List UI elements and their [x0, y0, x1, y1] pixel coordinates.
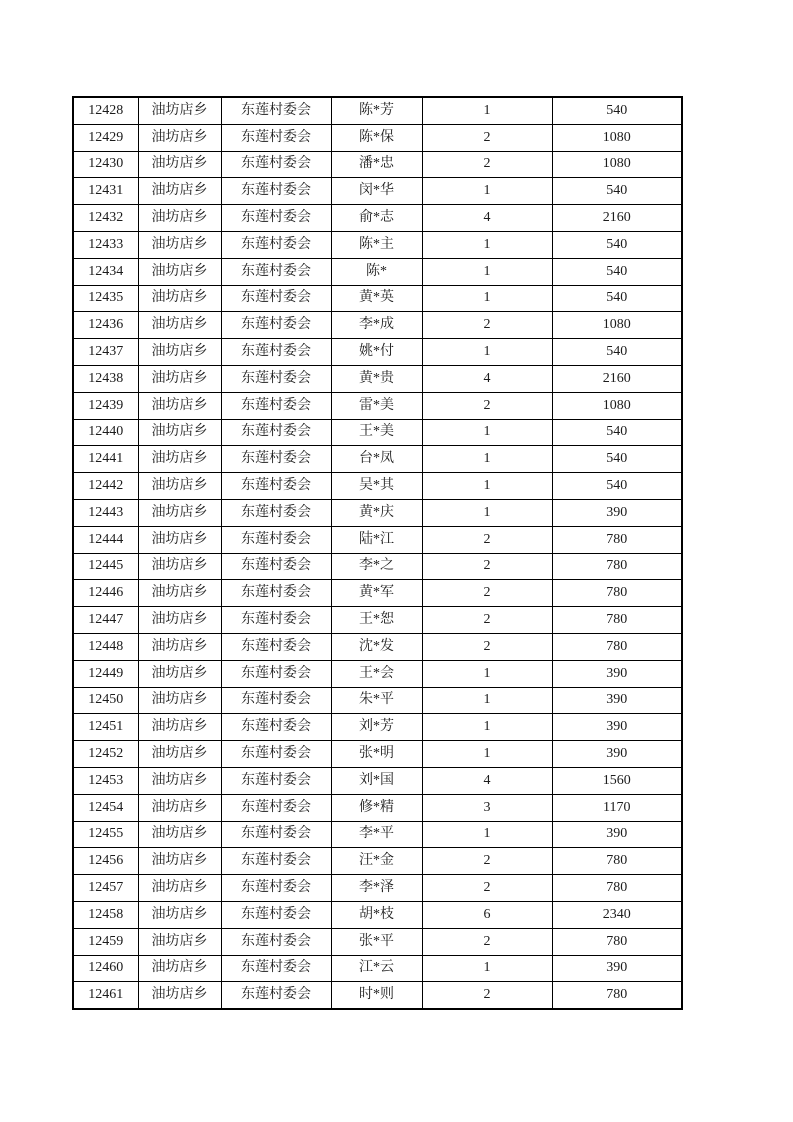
cell-name: 陈*主 [331, 231, 422, 258]
cell-id: 12435 [73, 285, 138, 312]
cell-count: 4 [422, 767, 552, 794]
cell-name: 李*泽 [331, 875, 422, 902]
cell-township: 油坊店乡 [138, 928, 221, 955]
cell-name: 陈*芳 [331, 97, 422, 124]
table-row [73, 580, 682, 607]
cell-village: 东莲村委会 [221, 714, 331, 741]
cell-village: 东莲村委会 [221, 633, 331, 660]
table-row [73, 285, 682, 312]
cell-township: 油坊店乡 [138, 124, 221, 151]
cell-name: 汪*金 [331, 848, 422, 875]
cell-township: 油坊店乡 [138, 97, 221, 124]
table-row [73, 607, 682, 634]
table-row [73, 714, 682, 741]
cell-township: 油坊店乡 [138, 285, 221, 312]
cell-id: 12447 [73, 607, 138, 634]
cell-township: 油坊店乡 [138, 419, 221, 446]
cell-name: 姚*付 [331, 339, 422, 366]
table-row [73, 392, 682, 419]
cell-amount: 540 [552, 446, 682, 473]
cell-id: 12451 [73, 714, 138, 741]
cell-name: 俞*志 [331, 205, 422, 232]
cell-amount: 540 [552, 285, 682, 312]
table-row [73, 231, 682, 258]
cell-name: 李*成 [331, 312, 422, 339]
cell-township: 油坊店乡 [138, 875, 221, 902]
cell-count: 1 [422, 821, 552, 848]
cell-township: 油坊店乡 [138, 687, 221, 714]
table-row [73, 499, 682, 526]
cell-count: 1 [422, 955, 552, 982]
cell-count: 2 [422, 633, 552, 660]
table-row [73, 124, 682, 151]
cell-village: 东莲村委会 [221, 258, 331, 285]
cell-count: 1 [422, 714, 552, 741]
cell-id: 12438 [73, 365, 138, 392]
table-row [73, 875, 682, 902]
table-row [73, 151, 682, 178]
cell-id: 12448 [73, 633, 138, 660]
cell-count: 2 [422, 312, 552, 339]
cell-village: 东莲村委会 [221, 312, 331, 339]
cell-count: 2 [422, 982, 552, 1009]
cell-count: 2 [422, 875, 552, 902]
cell-amount: 540 [552, 258, 682, 285]
cell-village: 东莲村委会 [221, 473, 331, 500]
cell-count: 4 [422, 365, 552, 392]
cell-village: 东莲村委会 [221, 607, 331, 634]
cell-amount: 2160 [552, 365, 682, 392]
cell-village: 东莲村委会 [221, 687, 331, 714]
table-row [73, 365, 682, 392]
cell-township: 油坊店乡 [138, 982, 221, 1009]
cell-id: 12433 [73, 231, 138, 258]
cell-count: 2 [422, 553, 552, 580]
cell-count: 2 [422, 124, 552, 151]
cell-name: 李*平 [331, 821, 422, 848]
cell-village: 东莲村委会 [221, 901, 331, 928]
cell-name: 潘*忠 [331, 151, 422, 178]
cell-id: 12444 [73, 526, 138, 553]
cell-amount: 540 [552, 419, 682, 446]
table-row [73, 901, 682, 928]
cell-id: 12439 [73, 392, 138, 419]
table-row [73, 258, 682, 285]
cell-count: 1 [422, 258, 552, 285]
cell-village: 东莲村委会 [221, 446, 331, 473]
cell-count: 3 [422, 794, 552, 821]
cell-id: 12455 [73, 821, 138, 848]
cell-township: 油坊店乡 [138, 392, 221, 419]
table-row [73, 767, 682, 794]
cell-village: 东莲村委会 [221, 231, 331, 258]
cell-id: 12446 [73, 580, 138, 607]
cell-count: 2 [422, 151, 552, 178]
cell-township: 油坊店乡 [138, 660, 221, 687]
cell-township: 油坊店乡 [138, 178, 221, 205]
cell-id: 12440 [73, 419, 138, 446]
cell-amount: 390 [552, 687, 682, 714]
table-row [73, 419, 682, 446]
table-row [73, 928, 682, 955]
cell-name: 沈*发 [331, 633, 422, 660]
cell-township: 油坊店乡 [138, 714, 221, 741]
cell-village: 东莲村委会 [221, 848, 331, 875]
cell-name: 时*则 [331, 982, 422, 1009]
cell-amount: 780 [552, 526, 682, 553]
cell-township: 油坊店乡 [138, 526, 221, 553]
cell-amount: 540 [552, 231, 682, 258]
cell-village: 东莲村委会 [221, 151, 331, 178]
cell-village: 东莲村委会 [221, 928, 331, 955]
cell-count: 1 [422, 419, 552, 446]
cell-township: 油坊店乡 [138, 794, 221, 821]
cell-village: 东莲村委会 [221, 392, 331, 419]
cell-amount: 780 [552, 633, 682, 660]
cell-village: 东莲村委会 [221, 741, 331, 768]
cell-amount: 540 [552, 97, 682, 124]
cell-township: 油坊店乡 [138, 741, 221, 768]
table-row [73, 848, 682, 875]
cell-township: 油坊店乡 [138, 339, 221, 366]
cell-township: 油坊店乡 [138, 365, 221, 392]
cell-name: 黄*英 [331, 285, 422, 312]
table-row [73, 687, 682, 714]
cell-id: 12457 [73, 875, 138, 902]
cell-township: 油坊店乡 [138, 955, 221, 982]
cell-id: 12454 [73, 794, 138, 821]
cell-village: 东莲村委会 [221, 205, 331, 232]
cell-township: 油坊店乡 [138, 901, 221, 928]
table-row [73, 955, 682, 982]
table-row [73, 446, 682, 473]
cell-name: 江*云 [331, 955, 422, 982]
cell-id: 12430 [73, 151, 138, 178]
cell-village: 东莲村委会 [221, 553, 331, 580]
cell-village: 东莲村委会 [221, 982, 331, 1009]
cell-count: 1 [422, 741, 552, 768]
cell-count: 1 [422, 231, 552, 258]
cell-name: 黄*贵 [331, 365, 422, 392]
cell-village: 东莲村委会 [221, 285, 331, 312]
cell-township: 油坊店乡 [138, 499, 221, 526]
cell-township: 油坊店乡 [138, 580, 221, 607]
table-row [73, 741, 682, 768]
cell-id: 12429 [73, 124, 138, 151]
cell-name: 刘*芳 [331, 714, 422, 741]
cell-name: 黄*庆 [331, 499, 422, 526]
cell-name: 闵*华 [331, 178, 422, 205]
cell-name: 张*明 [331, 741, 422, 768]
cell-village: 东莲村委会 [221, 339, 331, 366]
cell-amount: 1080 [552, 151, 682, 178]
cell-count: 1 [422, 178, 552, 205]
cell-township: 油坊店乡 [138, 151, 221, 178]
cell-amount: 780 [552, 553, 682, 580]
cell-township: 油坊店乡 [138, 767, 221, 794]
cell-village: 东莲村委会 [221, 580, 331, 607]
cell-id: 12443 [73, 499, 138, 526]
cell-township: 油坊店乡 [138, 205, 221, 232]
table-row [73, 794, 682, 821]
cell-township: 油坊店乡 [138, 312, 221, 339]
cell-count: 1 [422, 499, 552, 526]
cell-amount: 390 [552, 821, 682, 848]
cell-amount: 390 [552, 741, 682, 768]
cell-id: 12428 [73, 97, 138, 124]
cell-village: 东莲村委会 [221, 97, 331, 124]
cell-amount: 780 [552, 928, 682, 955]
cell-amount: 390 [552, 714, 682, 741]
cell-village: 东莲村委会 [221, 794, 331, 821]
cell-amount: 1080 [552, 312, 682, 339]
cell-amount: 1560 [552, 767, 682, 794]
cell-id: 12431 [73, 178, 138, 205]
cell-name: 王*会 [331, 660, 422, 687]
cell-name: 王*美 [331, 419, 422, 446]
table-row [73, 633, 682, 660]
cell-count: 1 [422, 687, 552, 714]
table-row [73, 526, 682, 553]
cell-count: 1 [422, 473, 552, 500]
cell-id: 12434 [73, 258, 138, 285]
cell-name: 王*恕 [331, 607, 422, 634]
cell-name: 吴*其 [331, 473, 422, 500]
cell-township: 油坊店乡 [138, 446, 221, 473]
cell-township: 油坊店乡 [138, 821, 221, 848]
cell-count: 1 [422, 97, 552, 124]
cell-village: 东莲村委会 [221, 365, 331, 392]
cell-amount: 1080 [552, 124, 682, 151]
cell-id: 12461 [73, 982, 138, 1009]
cell-township: 油坊店乡 [138, 231, 221, 258]
cell-village: 东莲村委会 [221, 499, 331, 526]
cell-village: 东莲村委会 [221, 875, 331, 902]
cell-amount: 540 [552, 178, 682, 205]
cell-count: 1 [422, 339, 552, 366]
table-row [73, 660, 682, 687]
cell-name: 陆*江 [331, 526, 422, 553]
cell-count: 6 [422, 901, 552, 928]
cell-id: 12450 [73, 687, 138, 714]
cell-township: 油坊店乡 [138, 848, 221, 875]
cell-amount: 780 [552, 607, 682, 634]
table-row [73, 473, 682, 500]
cell-village: 东莲村委会 [221, 419, 331, 446]
cell-village: 东莲村委会 [221, 124, 331, 151]
table-row [73, 205, 682, 232]
cell-count: 2 [422, 928, 552, 955]
cell-name: 修*精 [331, 794, 422, 821]
cell-township: 油坊店乡 [138, 633, 221, 660]
cell-name: 陈*保 [331, 124, 422, 151]
cell-id: 12436 [73, 312, 138, 339]
cell-count: 1 [422, 446, 552, 473]
cell-id: 12459 [73, 928, 138, 955]
cell-count: 4 [422, 205, 552, 232]
cell-amount: 2160 [552, 205, 682, 232]
cell-amount: 2340 [552, 901, 682, 928]
cell-amount: 390 [552, 955, 682, 982]
cell-village: 东莲村委会 [221, 767, 331, 794]
cell-township: 油坊店乡 [138, 473, 221, 500]
cell-village: 东莲村委会 [221, 526, 331, 553]
cell-count: 2 [422, 607, 552, 634]
table-row [73, 339, 682, 366]
cell-amount: 1170 [552, 794, 682, 821]
cell-name: 黄*军 [331, 580, 422, 607]
cell-amount: 780 [552, 875, 682, 902]
cell-id: 12458 [73, 901, 138, 928]
cell-name: 刘*国 [331, 767, 422, 794]
subsidy-table [72, 96, 683, 1010]
cell-amount: 780 [552, 580, 682, 607]
cell-amount: 540 [552, 473, 682, 500]
cell-count: 2 [422, 580, 552, 607]
table-row [73, 821, 682, 848]
table-row [73, 312, 682, 339]
cell-amount: 1080 [552, 392, 682, 419]
cell-id: 12445 [73, 553, 138, 580]
cell-name: 胡*枝 [331, 901, 422, 928]
cell-name: 台*凤 [331, 446, 422, 473]
cell-name: 朱*平 [331, 687, 422, 714]
cell-amount: 780 [552, 848, 682, 875]
cell-count: 2 [422, 848, 552, 875]
cell-count: 1 [422, 285, 552, 312]
cell-amount: 780 [552, 982, 682, 1009]
cell-village: 东莲村委会 [221, 660, 331, 687]
cell-id: 12437 [73, 339, 138, 366]
cell-name: 李*之 [331, 553, 422, 580]
cell-count: 1 [422, 660, 552, 687]
cell-township: 油坊店乡 [138, 553, 221, 580]
cell-village: 东莲村委会 [221, 955, 331, 982]
cell-id: 12441 [73, 446, 138, 473]
cell-id: 12442 [73, 473, 138, 500]
cell-count: 2 [422, 392, 552, 419]
table-row [73, 178, 682, 205]
table-body [73, 97, 682, 1009]
cell-id: 12452 [73, 741, 138, 768]
cell-id: 12460 [73, 955, 138, 982]
cell-name: 张*平 [331, 928, 422, 955]
cell-count: 2 [422, 526, 552, 553]
cell-village: 东莲村委会 [221, 821, 331, 848]
cell-township: 油坊店乡 [138, 258, 221, 285]
cell-amount: 540 [552, 339, 682, 366]
cell-amount: 390 [552, 499, 682, 526]
cell-township: 油坊店乡 [138, 607, 221, 634]
cell-id: 12453 [73, 767, 138, 794]
cell-id: 12449 [73, 660, 138, 687]
table-row [73, 982, 682, 1009]
cell-amount: 390 [552, 660, 682, 687]
cell-name: 雷*美 [331, 392, 422, 419]
table-row [73, 97, 682, 124]
cell-village: 东莲村委会 [221, 178, 331, 205]
cell-name: 陈* [331, 258, 422, 285]
table-row [73, 553, 682, 580]
cell-id: 12432 [73, 205, 138, 232]
cell-id: 12456 [73, 848, 138, 875]
